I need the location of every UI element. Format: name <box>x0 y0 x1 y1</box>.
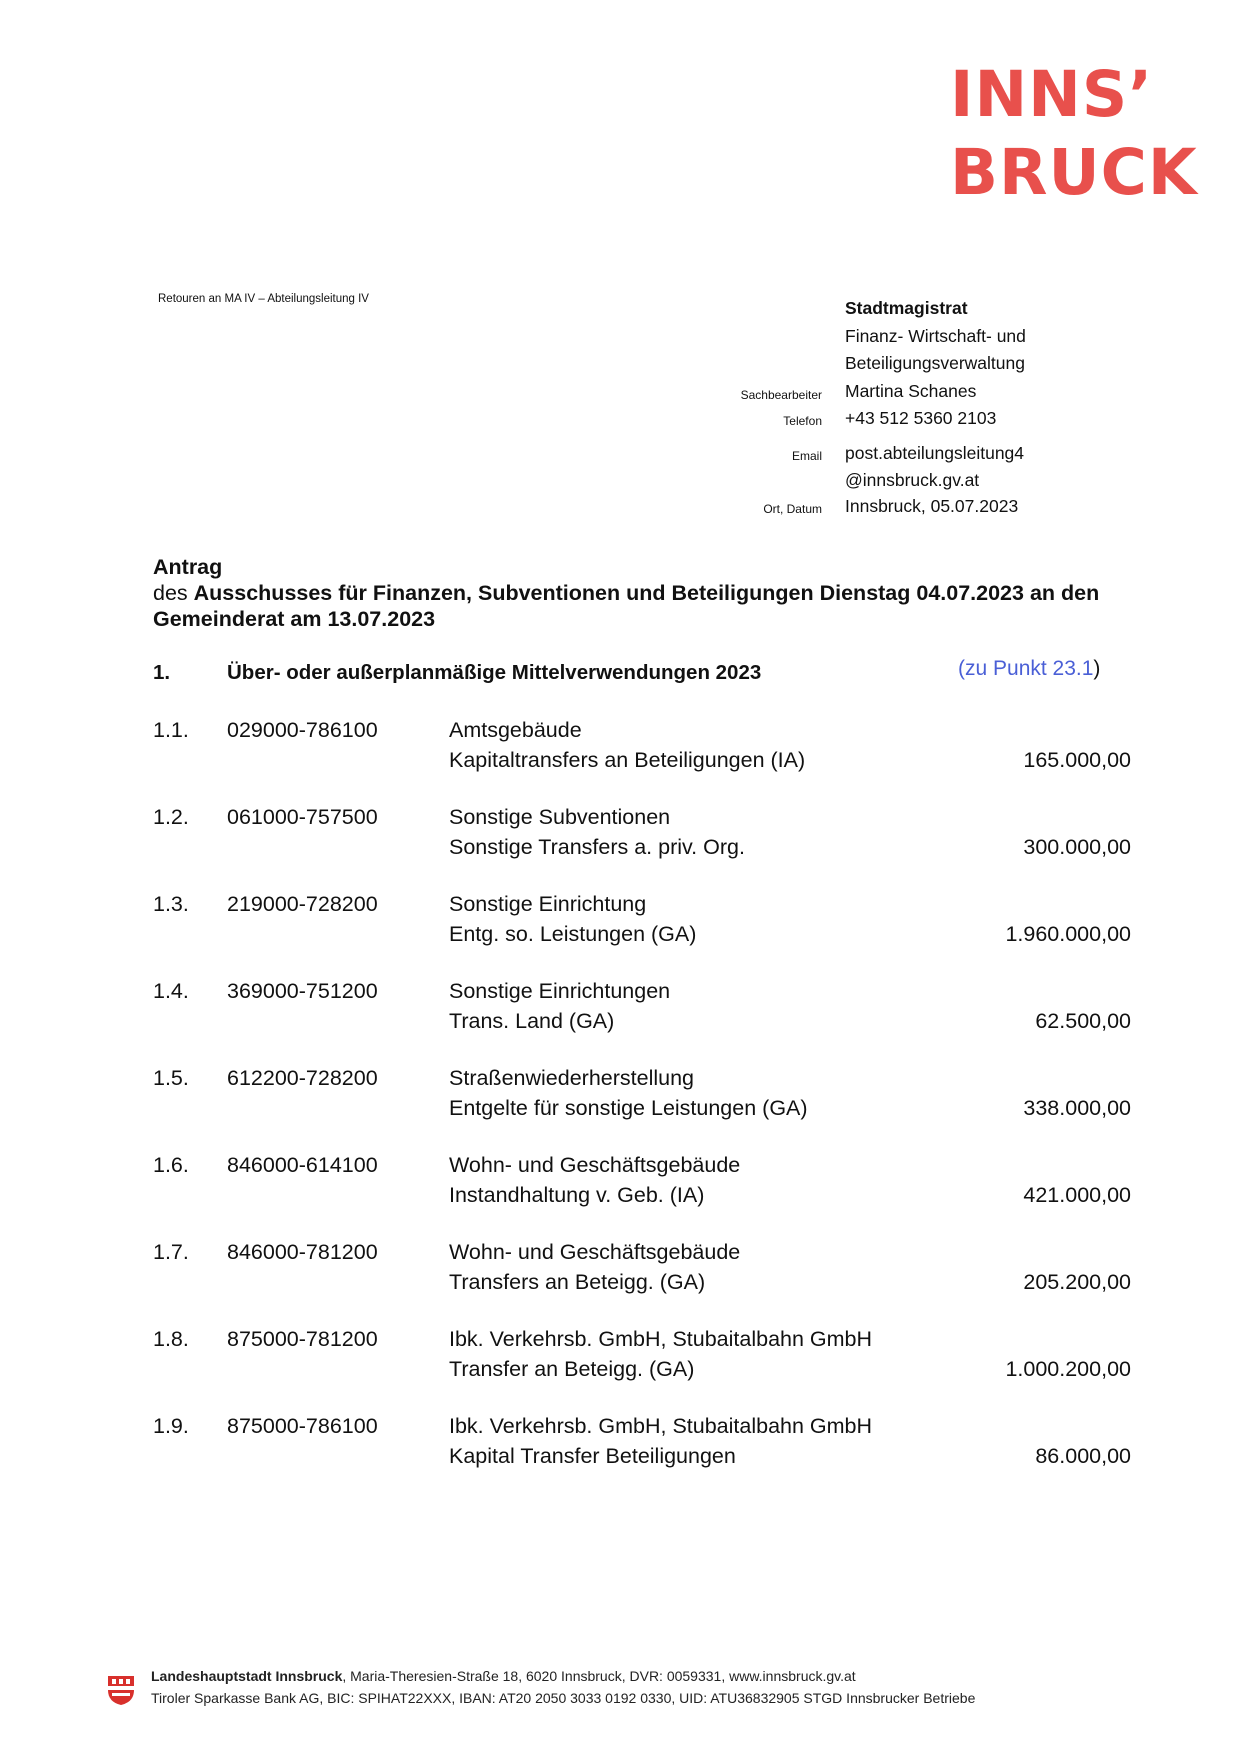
list-item <box>0 718 1241 778</box>
item-account: 846000-614100 <box>227 1153 378 1177</box>
item-number: 1.5. <box>153 1066 189 1090</box>
item-amount: 165.000,00 <box>1023 748 1131 772</box>
item-subdescription: Entgelte für sonstige Leistungen (GA) <box>449 1096 808 1120</box>
heading-body-text: Ausschusses für Finanzen, Subventionen und Beteiligungen Dienstag 04.07.2023 an den Gemeinderat am 13.07.2023 <box>153 581 1100 631</box>
department-line-1: Finanz- Wirtschaft- und <box>845 326 1026 346</box>
list-item <box>0 892 1241 952</box>
logo-line-1: INNS’ <box>950 58 1154 131</box>
item-description: Sonstige Einrichtung <box>449 892 647 916</box>
item-number: 1.6. <box>153 1153 189 1177</box>
item-description: Wohn- und Geschäftsgebäude <box>449 1153 741 1177</box>
item-account: 061000-757500 <box>227 805 378 829</box>
item-number: 1.4. <box>153 979 189 1003</box>
item-description: Sonstige Einrichtungen <box>449 979 671 1003</box>
footer-line-2: Tiroler Sparkasse Bank AG, BIC: SPIHAT22XXX, IBAN: AT20 2050 3033 0192 0330, UID: ATU36832905 STGD Innsbrucker Betriebe <box>151 1690 976 1706</box>
phone-value: +43 512 5360 2103 <box>845 408 997 428</box>
list-item <box>0 1153 1241 1213</box>
item-account: 612200-728200 <box>227 1066 378 1090</box>
item-description: Ibk. Verkehrsb. GmbH, Stubaitalbahn GmbH <box>449 1327 873 1351</box>
office-name: Stadtmagistrat <box>845 298 968 318</box>
item-amount: 62.500,00 <box>1035 1009 1131 1033</box>
item-subdescription: Kapital Transfer Beteiligungen <box>449 1444 736 1468</box>
item-number: 1.7. <box>153 1240 189 1264</box>
item-number: 1.2. <box>153 805 189 829</box>
item-account: 875000-786100 <box>227 1414 378 1438</box>
item-subdescription: Entg. so. Leistungen (GA) <box>449 922 697 946</box>
section-reference-text: (zu Punkt 23.1 <box>958 657 1094 680</box>
item-number: 1.8. <box>153 1327 189 1351</box>
list-item <box>0 1414 1241 1474</box>
email-line-2: @innsbruck.gv.at <box>845 470 980 490</box>
item-subdescription: Trans. Land (GA) <box>449 1009 615 1033</box>
item-number: 1.1. <box>153 718 189 742</box>
item-account: 875000-781200 <box>227 1327 378 1351</box>
item-amount: 205.200,00 <box>1023 1270 1131 1294</box>
item-amount: 421.000,00 <box>1023 1183 1131 1207</box>
heading-title: Antrag <box>153 555 223 579</box>
item-subdescription: Sonstige Transfers a. priv. Org. <box>449 835 745 859</box>
department-line-2: Beteiligungsverwaltung <box>845 353 1025 373</box>
item-account: 846000-781200 <box>227 1240 378 1264</box>
innsbruck-logo <box>950 56 1198 212</box>
list-item <box>0 979 1241 1039</box>
item-description: Ibk. Verkehrsb. GmbH, Stubaitalbahn GmbH <box>449 1414 873 1438</box>
section-reference <box>958 657 1100 681</box>
item-account: 369000-751200 <box>227 979 378 1003</box>
return-address: Retouren an MA IV – Abteilungsleitung IV <box>158 293 369 305</box>
item-subdescription: Kapitaltransfers an Beteiligungen (IA) <box>449 748 806 772</box>
email-line-1: post.abteilungsleitung4 <box>845 443 1025 463</box>
section-number: 1. <box>153 661 171 684</box>
item-amount: 1.000.200,00 <box>1005 1357 1131 1381</box>
list-item <box>0 1327 1241 1387</box>
section-title: Über- oder außerplanmäßige Mittelverwendungen 2023 <box>227 661 762 684</box>
logo-line-2: BRUCK <box>950 136 1198 209</box>
item-subdescription: Transfer an Beteigg. (GA) <box>449 1357 695 1381</box>
item-amount: 338.000,00 <box>1023 1096 1131 1120</box>
item-description: Straßenwiederherstellung <box>449 1066 694 1090</box>
item-amount: 86.000,00 <box>1035 1444 1131 1468</box>
item-subdescription: Instandhaltung v. Geb. (IA) <box>449 1183 705 1207</box>
footer-org: Landeshauptstadt Innsbruck <box>151 1668 343 1684</box>
request-heading <box>153 554 1133 632</box>
item-description: Amtsgebäude <box>449 718 582 742</box>
item-number: 1.3. <box>153 892 189 916</box>
heading-body <box>153 580 1133 632</box>
footer-address: , Maria-Theresien-Straße 18, 6020 Innsbruck, DVR: 0059331, www.innsbruck.gv.at <box>342 1668 856 1684</box>
list-item <box>0 1240 1241 1300</box>
section-reference-close: ) <box>1093 657 1101 680</box>
list-item <box>0 805 1241 865</box>
item-account: 219000-728200 <box>227 892 378 916</box>
footer-line-1 <box>151 1668 856 1684</box>
email-label: Email <box>791 449 822 463</box>
item-description: Wohn- und Geschäftsgebäude <box>449 1240 741 1264</box>
date-value: Innsbruck, 05.07.2023 <box>845 496 1019 516</box>
item-amount: 300.000,00 <box>1023 835 1131 859</box>
item-subdescription: Transfers an Beteigg. (GA) <box>449 1270 706 1294</box>
list-item <box>0 1066 1241 1126</box>
date-label: Ort, Datum <box>763 502 822 516</box>
item-account: 029000-786100 <box>227 718 378 742</box>
clerk-name: Martina Schanes <box>845 381 977 401</box>
item-amount: 1.960.000,00 <box>1005 922 1131 946</box>
heading-prefix: des <box>153 581 194 605</box>
city-crest-icon <box>106 1672 136 1706</box>
phone-label: Telefon <box>783 414 822 428</box>
item-description: Sonstige Subventionen <box>449 805 671 829</box>
page-footer <box>106 1668 1146 1728</box>
item-number: 1.9. <box>153 1414 189 1438</box>
clerk-label: Sachbearbeiter <box>740 388 822 402</box>
